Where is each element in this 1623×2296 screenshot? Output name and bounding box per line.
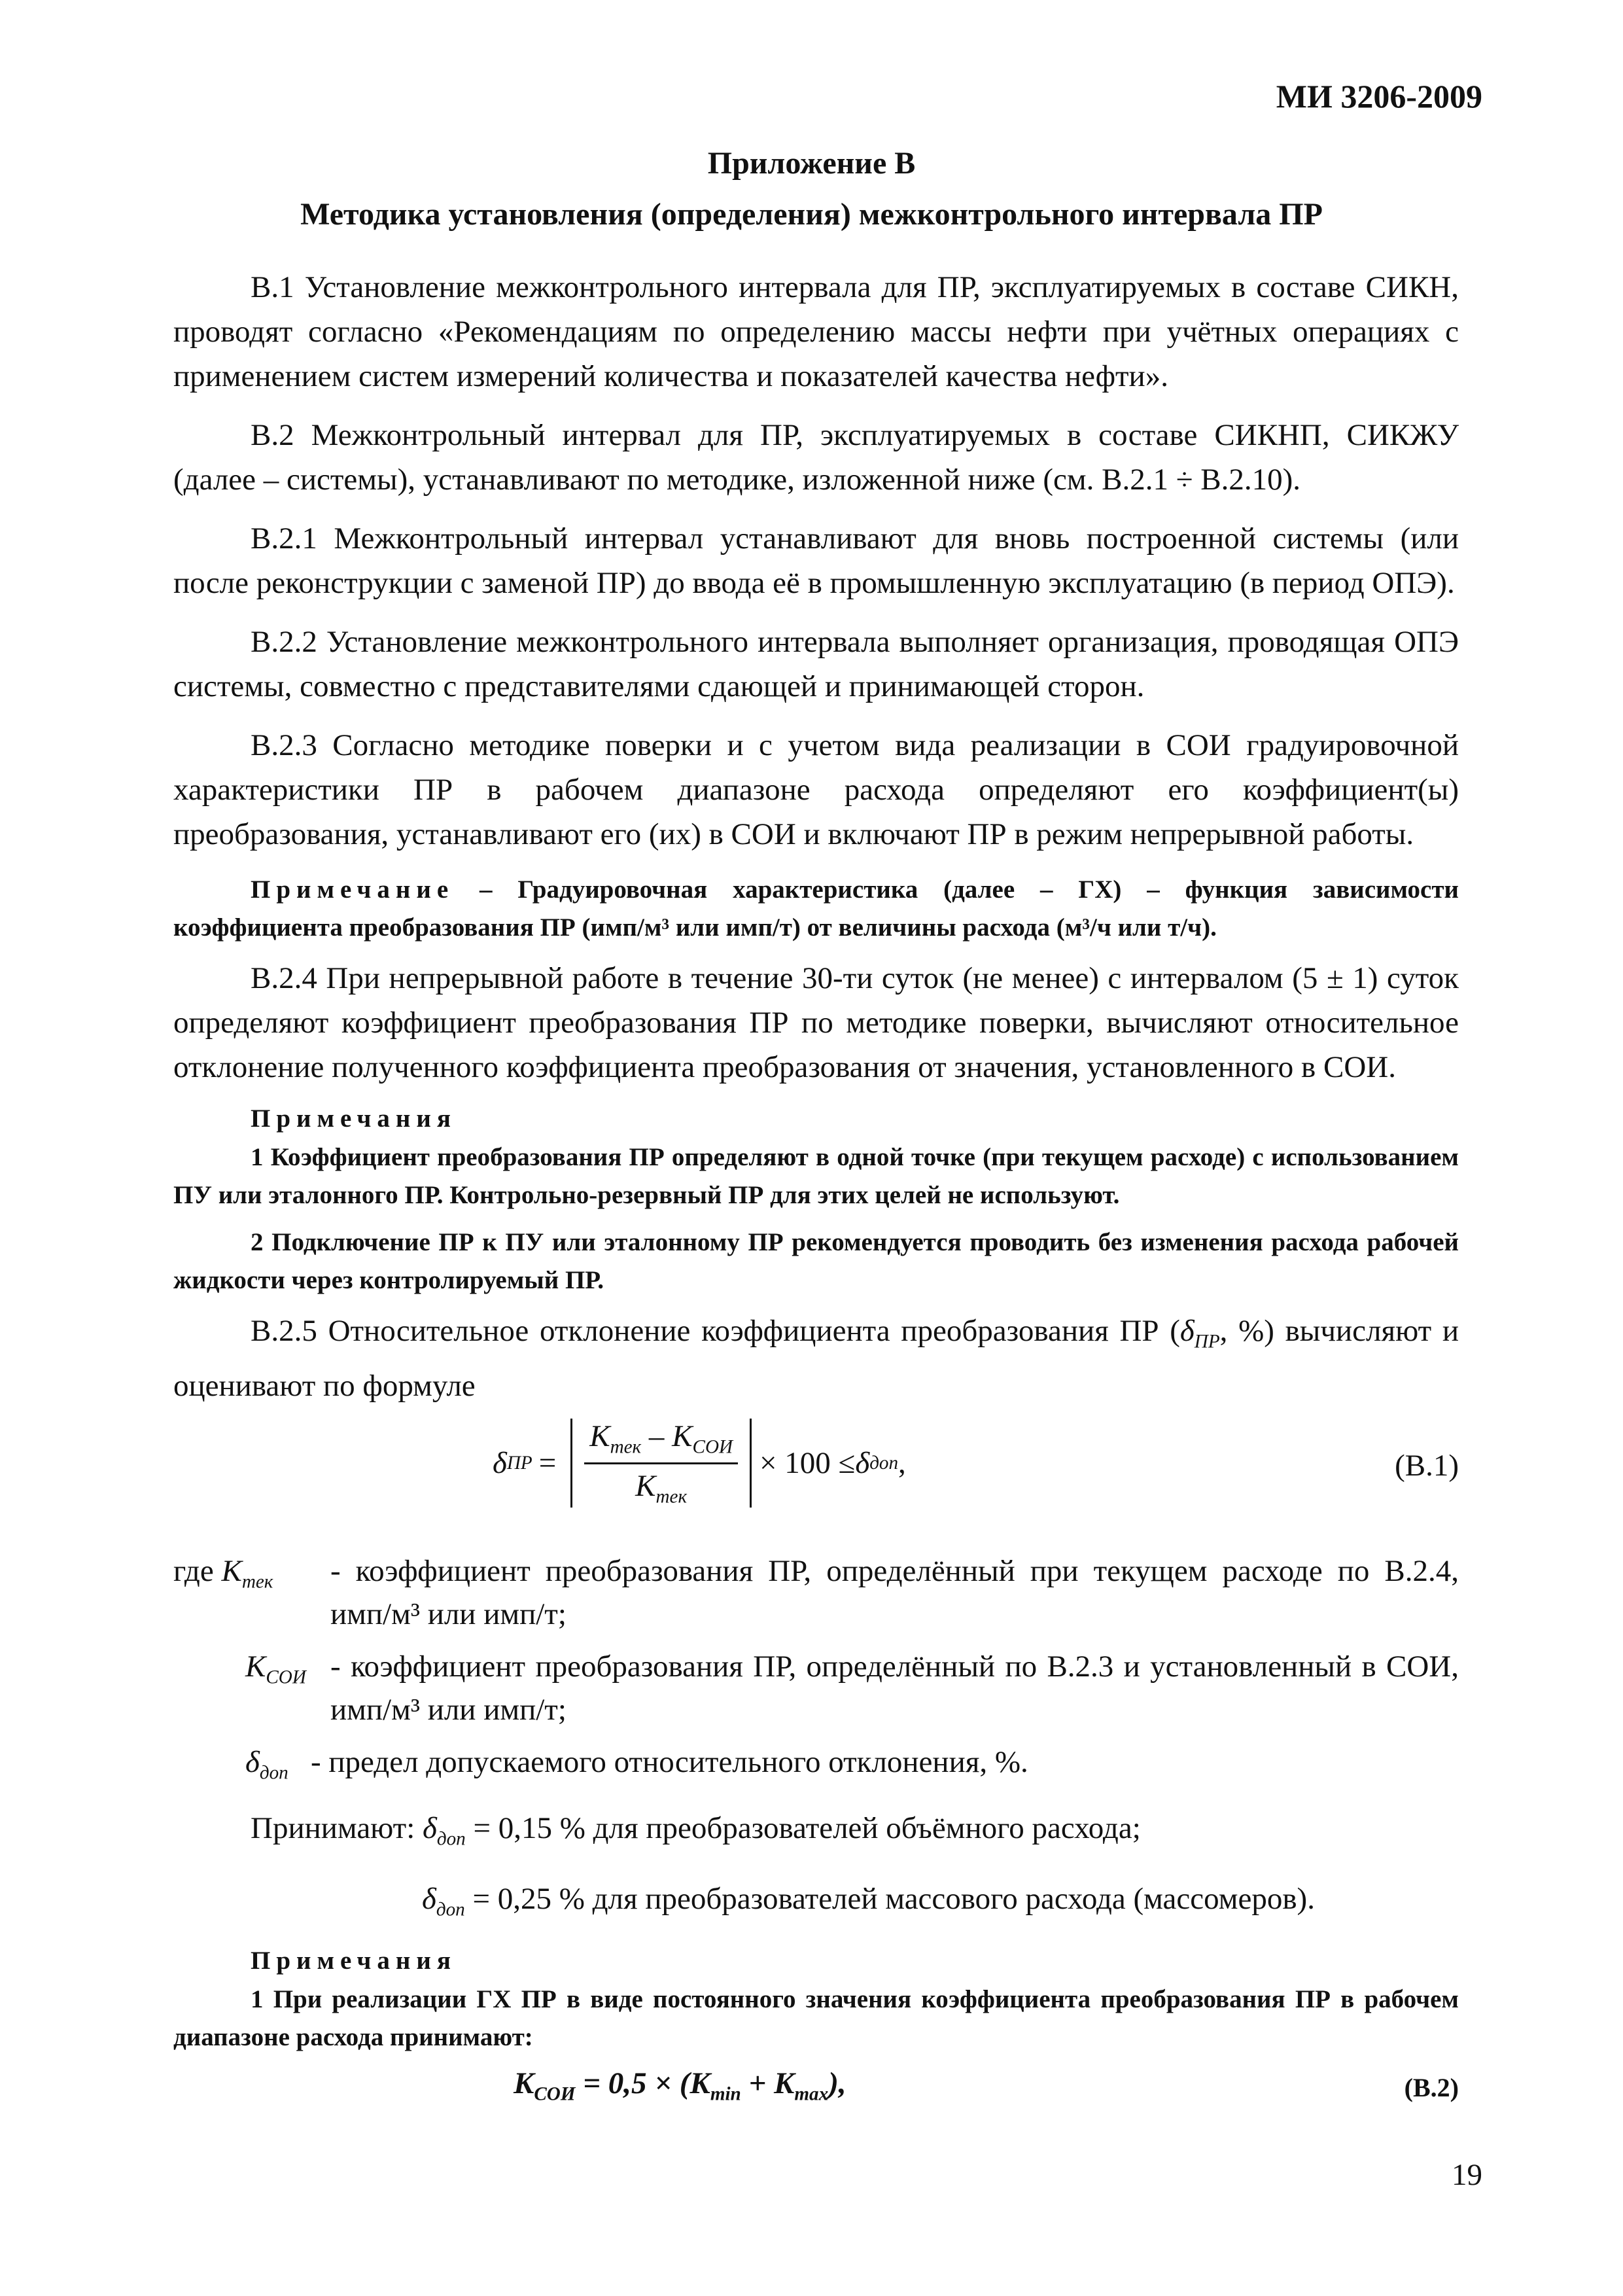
k-tek-sub: тек [241, 1571, 273, 1593]
formula-b1-expression [493, 1419, 906, 1508]
equation-number-b2: (В.2) [1404, 2072, 1459, 2102]
paragraph-b24: В.2.4 При непрерывной работе в течение 30-ти суток (не менее) с интервалом (5 ± 1) суток определяют коэффициент преобразования ПР по методике поверки, вычисляют относительное отклонение полученного коэффициента преобразования от значения, установленного в СОИ. [173, 961, 1459, 1084]
paragraph-b23: В.2.3 Согласно методике поверки и с учетом вида реализации в СОИ градуировочной характеристики ПР в рабочем диапазоне расхода определяют его коэффициент(ы) преобразования, устанавливают его (их) в СОИ и включают ПР в режим непрерывной работы. [173, 728, 1459, 851]
document-code: МИ 3206-2009 [1276, 78, 1482, 115]
definition-k-soi-text: - коэффициент преобразования ПР, определённый по В.2.3 и установленный в СОИ, имп/м³ или имп/т; [330, 1650, 1459, 1727]
method-title: Методика установления (определения) межконтрольного интервала ПР [300, 197, 1323, 232]
where-word: где [173, 1554, 214, 1589]
den-k-tek-sub: тек [655, 1486, 688, 1508]
paragraph-b21: В.2.1 Межконтрольный интервал устанавливают для вновь построенной системы (или после реконструкции с заменой ПР) до ввода её в промышленную эксплуатацию (в период ОПЭ). [173, 521, 1459, 600]
note-gx-label: Примечание [251, 875, 455, 904]
definition-k-tek-symbol [173, 1549, 330, 1636]
fraction-numerator [584, 1419, 738, 1464]
formula-b2-expression [514, 2066, 846, 2105]
accept-delta-1: δ [423, 1810, 437, 1845]
accept-delta-2-sub: доп [436, 1899, 465, 1920]
num-k-tek-sub: тек [610, 1436, 642, 1458]
k-soi-k: K [245, 1650, 266, 1684]
num-minus: – [641, 1419, 672, 1454]
paragraph-b25 [173, 1309, 1459, 1408]
accepted-values [251, 1807, 1459, 1932]
delta-dop-sub: доп [259, 1762, 288, 1784]
den-k-tek: K [635, 1468, 656, 1503]
num-k-tek: K [589, 1419, 610, 1454]
accept-delta-2: δ [422, 1882, 436, 1916]
paragraph-b1: В.1 Установление межконтрольного интервала для ПР, эксплуатируемых в составе СИКН, проводят согласно «Рекомендациям по определению массы нефти при учётных операциях с применением систем измерений количества и показателей качества нефти». [173, 270, 1459, 393]
note-gx [173, 871, 1459, 947]
formula-comma: , [898, 1446, 906, 1481]
formula-delta-dop-sub: доп [869, 1452, 899, 1474]
formula-b1 [173, 1412, 1459, 1549]
k-soi-sub: СОИ [266, 1667, 306, 1688]
document-body [173, 265, 1459, 2138]
appendix-title: Приложение В [707, 146, 916, 181]
f2-k-soi: K [514, 2066, 534, 2100]
definition-k-soi-symbol [173, 1645, 330, 1731]
accept-row-2-value: = 0,25 % для преобразователей массового расхода (массомеров). [464, 1882, 1315, 1916]
definition-k-soi [173, 1645, 1459, 1731]
formula-equals: = [538, 1446, 557, 1481]
note-3: 1 При реализации ГХ ПР в виде постоянного значения коэффициента преобразования ПР в рабочем диапазоне расхода принимают: [173, 1985, 1459, 2051]
f2-min-sub: min [710, 2083, 741, 2104]
paragraph-b25-end: , %) вычисляют и оценивают по формуле [173, 1314, 1459, 1404]
formula-delta-dop: δ [855, 1446, 870, 1481]
delta-pr-subscript: ПР [1194, 1331, 1220, 1352]
definition-delta-dop-symbol [173, 1740, 311, 1794]
f2-body-b: + K [741, 2066, 795, 2100]
formula-delta: δ [493, 1446, 507, 1481]
delta-symbol: δ [1179, 1314, 1195, 1348]
note-gx-text: – Градуировочная характеристика (далее – ГХ) – функция зависимости коэффициента преобразования ПР (имп/м³ или имп/т) от величины расхода (м³/ч или т/ч). [173, 875, 1459, 942]
accepted-row-2 [422, 1877, 1459, 1931]
paragraph-b2: В.2 Межконтрольный интервал для ПР, эксплуатируемых в составе СИКНП, СИКЖУ (далее – системы), устанавливают по методике, изложенной ниже (см. В.2.1 ÷ В.2.10). [173, 418, 1459, 497]
delta-dop-delta: δ [245, 1745, 260, 1780]
paragraph-b22: В.2.2 Установление межконтрольного интервала выполняет организация, проводящая ОПЭ системы, совместно с представителями сдающей и принимающей сторон. [173, 625, 1459, 703]
definition-k-tek [173, 1549, 1459, 1636]
f2-k-soi-sub: СОИ [534, 2083, 576, 2104]
formula-b2 [173, 2066, 1459, 2138]
note-2: 2 Подключение ПР к ПУ или эталонному ПР рекомендуется проводить без изменения расхода рабочей жидкости через контролируемый ПР. [173, 1228, 1459, 1294]
f2-max-sub: max [794, 2083, 829, 2104]
definition-delta-dop-text: - предел допускаемого относительного отклонения, %. [311, 1745, 1028, 1780]
notes-heading-2: Примечания [251, 1946, 457, 1975]
f2-body-c: ), [828, 2066, 846, 2100]
accept-row-1-value: = 0,15 % для преобразователей объёмного расхода; [465, 1810, 1141, 1845]
accept-label: Принимают: [251, 1810, 415, 1845]
num-k-soi-sub: СОИ [692, 1436, 733, 1458]
notes-heading-1: Примечания [251, 1104, 457, 1133]
formula-fraction [570, 1419, 752, 1508]
definitions [173, 1549, 1459, 1794]
page-number: 19 [1452, 2158, 1482, 2192]
formula-times-100: × 100 ≤ [759, 1446, 856, 1481]
num-k-soi: K [672, 1419, 693, 1454]
definition-delta-dop [173, 1740, 1459, 1794]
definition-k-tek-text: - коэффициент преобразования ПР, определённый при текущем расходе по В.2.4, имп/м³ или имп/т; [330, 1554, 1459, 1632]
k-tek-k: K [221, 1554, 242, 1589]
note-1: 1 Коэффициент преобразования ПР определяют в одной точке (при текущем расходе) с использованием ПУ или эталонного ПР. Контрольно-резервный ПР для этих целей не используют. [173, 1143, 1459, 1209]
formula-delta-sub: ПР [506, 1452, 532, 1474]
equation-number-b1: (В.1) [1395, 1449, 1459, 1483]
fraction-denominator [635, 1464, 687, 1508]
f2-body-a: = 0,5 × (K [575, 2066, 710, 2100]
paragraph-b25-start: В.2.5 Относительное отклонение коэффициента преобразования ПР ( [251, 1314, 1180, 1348]
accepted-row-1 [251, 1807, 1459, 1860]
accept-delta-1-sub: доп [436, 1828, 466, 1850]
